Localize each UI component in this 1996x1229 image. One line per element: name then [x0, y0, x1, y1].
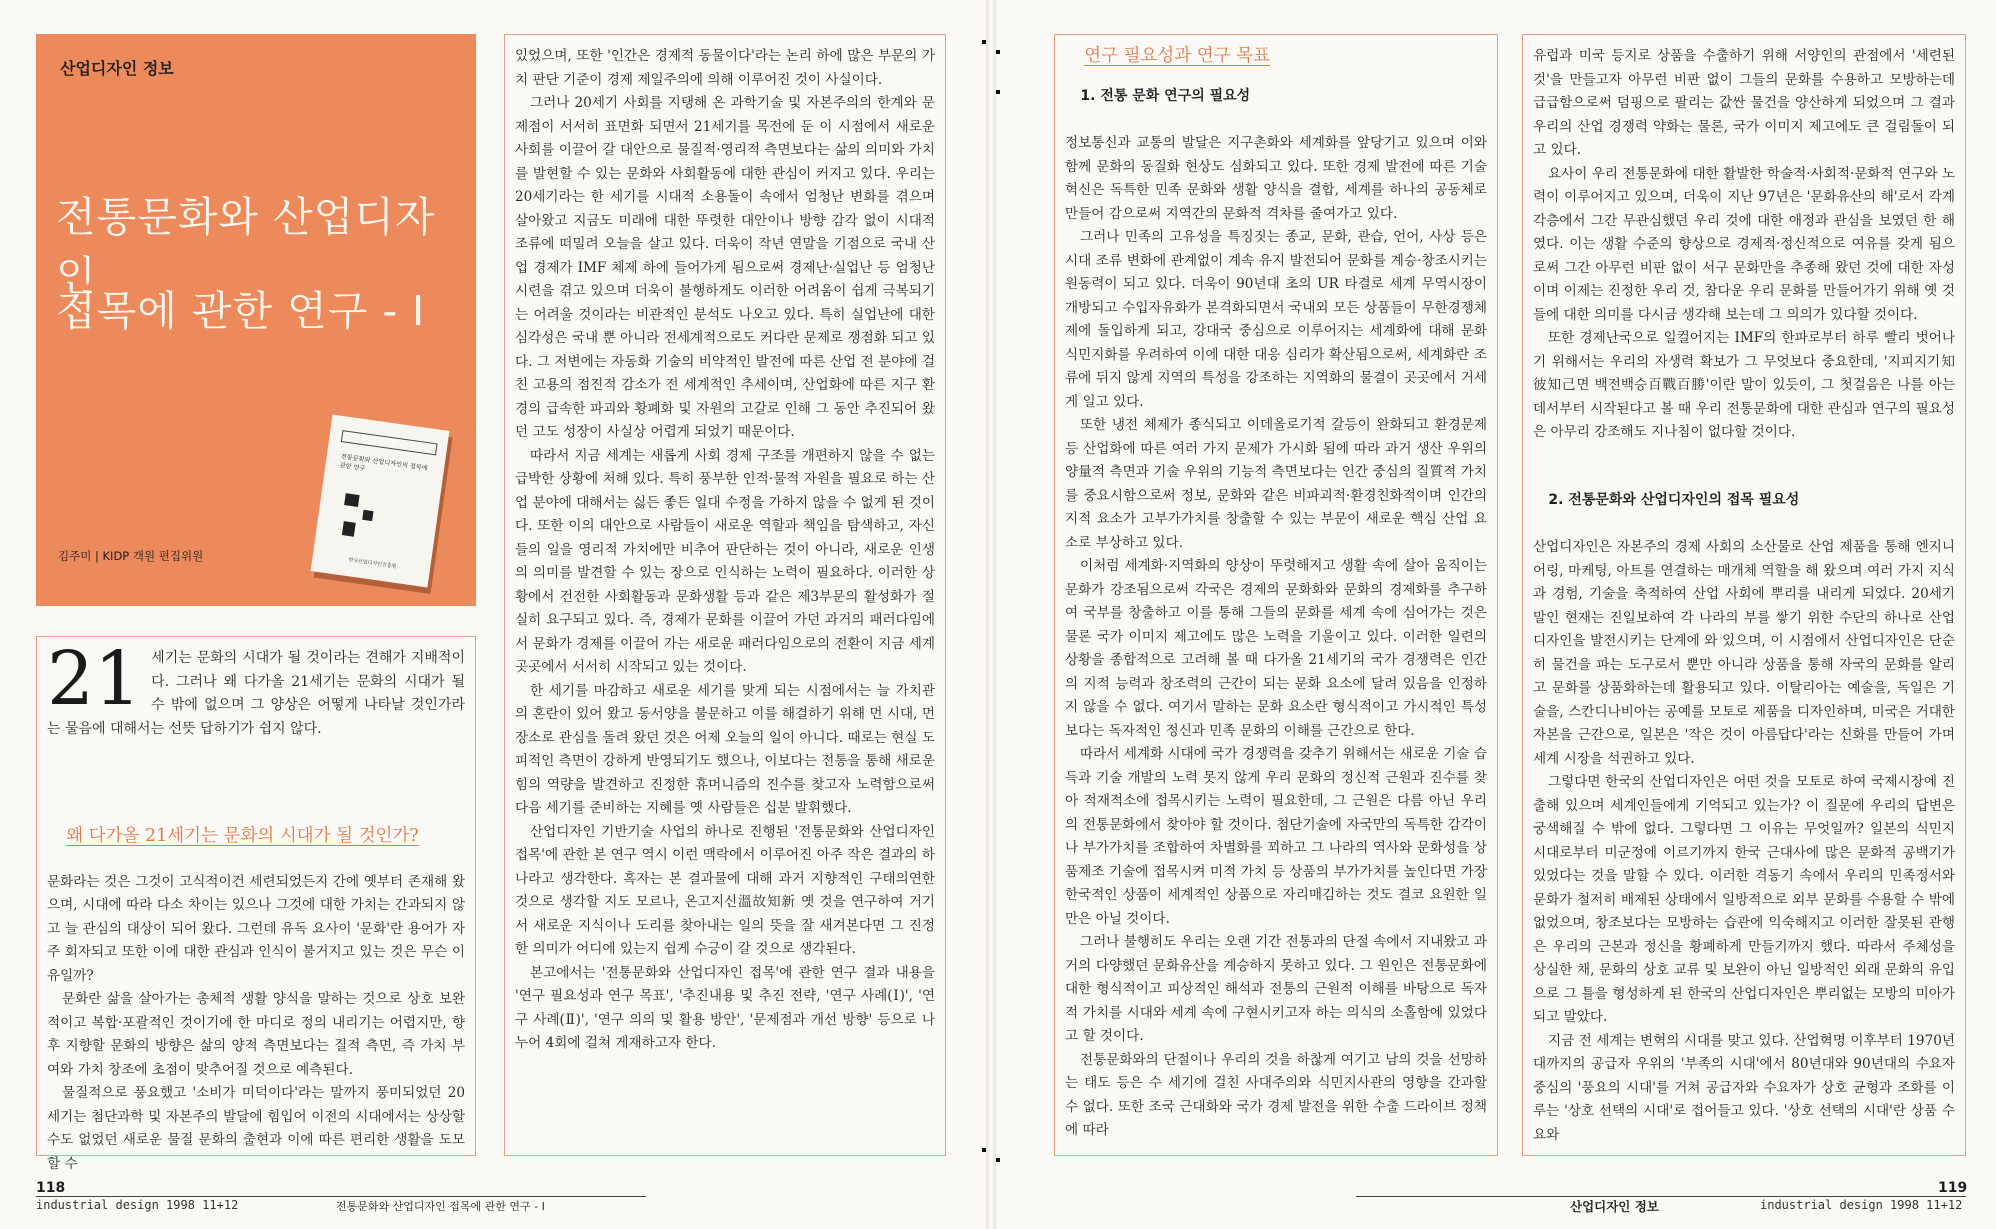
registration-mark: [996, 50, 1000, 54]
intro-text: 세기는 문화의 시대가 될 것이라는 견해가 지배적이다. 그러나 왜 다가올 21세기는 문화의 시대가 될 수 밖에 없으며 그 양상은 어떻게 나타날 것인가라는 물음에 대해서는 선뜻 답하기가 쉽지 않다.: [47, 650, 465, 737]
book-graphic: [362, 510, 373, 521]
body-paragraph: 또한 냉전 체제가 종식되고 이데올로기적 갈등이 완화되고 환경문제 등 산업화에 따른 여러 가지 문제가 가시화 됨에 따라 과거 생산 우위의 양量적 측면과 기술 우위의 기능적 측면보다는 인간 중심의 질質적 가치를 중요시함으로써 정보, 문화와 같은 비파괴적·환경친화적이며 인간의 지적 요소가 고부가가치를 창출할 수 있는 부문이 새로운 핵심 산업 요소로 부상하고 있다.: [1065, 417, 1487, 551]
body-paragraph: 문화란 삶을 살아가는 총체적 생활 양식을 말하는 것으로 상호 보완적이고 복합·포괄적인 것이기에 한 마디로 정의 내리기는 어렵지만, 향후 지향할 문화의 방향은 삶의 양적 측면보다는 질적 측면, 즉 가치 부여와 가치 창조에 초점이 맞추어질 것으로 예측된다.: [47, 991, 465, 1078]
book-band: KIDP: [341, 430, 438, 455]
section-subheading: 왜 다가올 21세기는 문화의 시대가 될 것인가?: [66, 826, 419, 846]
body-paragraph: 본고에서는 '전통문화와 산업디자인 접목'에 관한 연구 결과 내용을 '연구 필요성과 연구 목표', '추진내용 및 추진 전략, '연구 사례(Ⅰ)', '연구 사례(Ⅱ)', '연구 의의 및 활용 방안', '문제점과 개선 방향' 등으로 나누어 4회에 걸쳐 게재하고자 한다.: [515, 964, 935, 1051]
column-2: [504, 34, 946, 1156]
book-graphic: [342, 521, 356, 537]
body-paragraph: 유럽과 미국 등지로 상품을 수출하기 위해 서양인의 관점에서 '세련된 것'을 만들고자 아무런 비판 없이 그들의 문화를 수용하고 모방하는데 급급함으로써 덤핑으로 팔리는 값싼 물건을 양산하게 되었으며 그 결과 우리의 산업 경쟁력 약화는 물론, 국가 이미지 제고에도 큰 걸림돌이 되고 있다.: [1533, 48, 1955, 158]
series-label: 산업디자인 정보: [60, 59, 174, 78]
intro-paragraph: [47, 636, 465, 741]
book-publisher: 한국산업디자인진흥원: [348, 557, 397, 570]
book-cover-image: [311, 415, 450, 588]
body-paragraph: 그러나 불행히도 우리는 오랜 기간 전통과의 단절 속에서 지내왔고 과거의 다양했던 문화유산을 계승하지 못하고 있다. 그 원인은 전통문화에 대한 형식적이고 피상적인 해석과 전통의 근원적 이해를 바탕으로 독자적 가치를 시대와 세계 속에 구현시키고자 하는 의식의 소홀함에 있었다고 할 것이다.: [1065, 934, 1487, 1044]
footer-magazine: industrial design 1998 11+12: [36, 1198, 239, 1212]
body-paragraph: 산업디자인 기반기술 사업의 하나로 진행된 '전통문화와 산업디자인 접목'에 관한 본 연구 역시 이런 맥락에서 이루어진 아주 작은 결과의 하나라고 생각한다. 혹자는 본 결과물에 대해 과거 지향적인 구태의연한 것으로 생각할 지도 모르나, 온고지신溫故知新 옛 것을 연구하여 거기서 새로운 지식이나 도리를 찾아내는 일의 뜻을 잘 새겨본다면 그 진정한 의미가 어디에 있는지 쉽게 수긍이 갈 것으로 생각된다.: [515, 823, 935, 957]
footer-rule: [1356, 1196, 1966, 1197]
body-paragraph: 이처럼 세계화·지역화의 양상이 뚜렷해지고 생활 속에 살아 움직이는 문화가 강조됨으로써 각국은 경제의 문화화와 문화의 경제화를 추구하여 국부를 창출하고 이를 통해 그들의 문화를 세계 속에 심어가는 것은 물론 국가 이미지 제고에도 많은 노력을 기울이고 있다. 이러한 일련의 상황을 종합적으로 고려해 볼 때 다가올 21세기의 국가 경쟁력은 인간의 지적 능력과 창조력의 근간이 되는 문화 요소에 달려 있음을 인정하지 않을 수 없다. 여기서 말하는 문화 요소란 형식적이고 가시적인 특성보다는 독자적인 정신과 민족 문화의 이해를 근간으로 한다.: [1065, 558, 1487, 739]
footer-magazine: industrial design 1998 11+12: [1760, 1198, 1963, 1212]
registration-mark: [996, 1158, 1000, 1162]
body-paragraph: 따라서 세계화 시대에 국가 경쟁력을 갖추기 위해서는 새로운 기술 습득과 기술 개발의 노력 못지 않게 우리 문화의 정신적 근원과 진수를 찾아 적재적소에 접목시키는 노력이 필요한데, 그 근원은 다름 아닌 우리의 전통문화에서 찾아야 할 것이다. 첨단기술에 자국만의 독특한 감각이나 부가가치를 조합하여 차별화를 꾀하고 그 나라의 역사와 문화성을 상품제조 기술에 접목시켜 미적 가치 등 상품의 부가가치를 높인다면 가장 한국적인 상품이 세계적인 상품으로 자리매김하는 것도 결코 요원한 일만은 아닐 것이다.: [1065, 746, 1487, 927]
body-paragraph: 지금 전 세계는 변혁의 시대를 맞고 있다. 산업혁명 이후부터 1970년대까지의 공급자 우위의 '부족의 시대'에서 80년대와 90년대의 수요자 중심의 '풍요의 시대'를 거쳐 공급자와 수요자가 상호 균형과 조화를 이루는 '상호 선택의 시대'로 접어들고 있다. '상호 선택의 시대'란 상품 수요와: [1533, 1032, 1955, 1143]
heading-1: 1. 전통 문화 연구의 필요성: [1080, 87, 1251, 104]
body-paragraph: 있었으며, 또한 '인간은 경제적 동물이다'라는 논리 하에 많은 부문의 가치 판단 기준이 경제 제일주의에 의해 이루어진 것이 사실이다.: [515, 48, 935, 88]
body-paragraph: 전통문화와의 단절이나 우리의 것을 하찮게 여기고 남의 것을 선망하는 태도 등은 수 세기에 걸친 사대주의와 식민지사관의 영향을 간과할 수 없다. 또한 조국 근대화와 국가 경제 발전을 위한 수출 드라이브 정책에 따라: [1065, 1051, 1487, 1138]
body-paragraph: 그러나 20세기 사회를 지탱해 온 과학기술 및 자본주의의 한계와 문제점이 서서히 표면화 되면서 21세기를 목전에 둔 이 시점에서 새로운 사회를 이끌어 갈 대안으로 물질적·영리적 측면보다는 삶의 의미와 가치를 발현할 수 있는 문화와 사회활동에 대한 관심이 커지고 있다. 우리는 20세기라는 한 세기를 시대적 소용돌이 속에서 엄청난 변화를 겪으며 살아왔고 지금도 미래에 대한 뚜렷한 대안이나 방향 감각 없이 시대적 조류에 떠밀려 오늘을 살고 있다. 더욱이 작년 연말을 기점으로 국내 산업 경제가 IMF 체제 하에 들어가게 됨으로써 경제난·실업난 등 엄청난 시련을 겪고 있으며 더욱이 불행하게도 이러한 어려움이 쉽게 극복되기는 어려울 것이라는 비관적인 분석도 나오고 있다. 특히 실업난에 대한 심각성은 국내 뿐 아니라 전세계적으로도 커다란 문제로 쟁점화 되고 있다. 그 저변에는 자동화 기술의 비약적인 발전에 따른 산업 전 분야에 걸친 고용의 점진적 감소가 전 세계적인 추세이며, 산업화에 따른 지구 환경의 급속한 파괴와 황폐화 및 자원의 고갈로 인해 그 동안 추진되어 왔던 고도 성장이 사실상 어렵게 되었기 때문이다.: [515, 95, 935, 440]
body-paragraph: 요사이 우리 전통문화에 대한 활발한 학술적·사회적·문화적 연구와 노력이 이루어지고 있으며, 더욱이 지난 97년은 '문화유산의 해'로서 각계 각층에서 그간 무관심했던 우리 것에 대한 애정과 관심을 보였던 한 해였다. 이는 생활 수준의 향상으로 경제적·정신적으로 여유를 갖게 됨으로써 그간 아무런 비판 없이 서구 문화만을 추종해 왔던 것에 대한 자성이며 이제는 진정한 우리 것, 참다운 우리 문화를 만들어가기 위해 옛 것들에 대한 의미를 다시금 생각해 보는데 그 의의가 있다할 것이다.: [1533, 165, 1955, 323]
body-paragraph: 물질적으로 풍요했고 '소비가 미덕이다'라는 말까지 풍미되었던 20세기는 첨단과학 및 자본주의 발달에 힘입어 이전의 시대에서는 상상할 수도 없었던 새로운 물질 문화의 출현과 이에 따른 편리한 생활을 도모할 수: [47, 1085, 465, 1172]
section-title: 연구 필요성과 연구 목표: [1084, 46, 1270, 66]
page-number-left: 118: [36, 1180, 66, 1196]
body-paragraph: 따라서 지금 세계는 새롭게 사회 경제 구조를 개편하지 않을 수 없는 급박한 상황에 처해 있다. 특히 풍부한 인적·물적 자원을 필요로 하는 산업 분야에 대해서는 싫든 좋든 일대 수정을 가하지 않을 수 없게 된 것이다. 또한 이의 대안으로 사람들이 새로운 역할과 책임을 탐색하고, 자신들의 일을 영리적 가치에만 비추어 판단하는 것이 아니라, 새로운 인생의 의미를 발견할 수 있는 장으로 인식하는 노력이 필요하다. 이러한 상황에서 건전한 사회활동과 문화생활 등과 같은 제3부문의 활성화가 절실히 요구되고 있다. 즉, 경제가 문화를 이끌어 가던 과거의 패러다임에서 문화가 경제를 이끌어 가는 새로운 패러다임으로의 전환이 지금 세계 곳곳에서 서서히 시작되고 있는 것이다.: [515, 447, 935, 675]
column-3: [1054, 34, 1498, 1156]
page-gutter: [986, 0, 996, 1229]
drop-cap: 21: [47, 636, 142, 722]
footer-rule: [36, 1196, 646, 1197]
column-1: [36, 636, 476, 1172]
author-credit: 김주미 | KIDP 객원 편집위원: [58, 549, 204, 563]
article-title-line2: 접목에 관한 연구 - Ⅰ: [56, 287, 426, 335]
heading-2: 2. 전통문화와 산업디자인의 접목 필요성: [1548, 491, 1800, 508]
body-paragraph: 그렇다면 한국의 산업디자인은 어떤 것을 모토로 하여 국제시장에 진출해 있으며 세계인들에게 기억되고 있는가? 이 질문에 우리의 답변은 궁색해질 수 밖에 없다. 그렇다면 그 이유는 무엇일까? 일본의 식민지 시대로부터 미군정에 이르기까지 한국 근대사에 많은 문화적 공백기가 있었다는 것을 말할 수 있다. 이러한 격동기 속에서 우리의 민족정서와 문화가 철저히 배제된 상태에서 일방적으로 외부 문화를 수용할 수 밖에 없었으며, 창조보다는 모방하는 습관에 익숙해지고 이러한 잘못된 관행은 우리의 근본과 정신을 황폐하게 만들기까지 했다. 따라서 주체성을 상실한 채, 문화의 상호 교류 및 보완이 아닌 일방적인 외래 문화의 유입으로 그 틀을 형성하게 된 한국의 산업디자인은 뿌리없는 모방의 미아가 되고 말았다.: [1533, 774, 1955, 1025]
body-paragraph: 한 세기를 마감하고 새로운 세기를 맞게 되는 시점에서는 늘 가치관의 혼란이 있어 왔고 동서양을 불문하고 이를 해결하기 위해 먼 시대, 먼 장소로 관심을 돌려 왔던 것은 어제 오늘의 일이 아니다. 때로는 현실 도피적인 측면이 강하게 반영되기도 했으나, 이보다는 전통을 통해 새로운 힘의 역량을 발견하고 진정한 휴머니즘의 진수를 찾고자 노력함으로써 다음 세기를 준비하는 지혜를 옛 사람들은 십분 발휘했다.: [515, 682, 935, 816]
book-title: 전통문화와 산업디자인의 접목에 관한 연구: [339, 453, 429, 473]
body-paragraph: 또한 경제난국으로 일컬어지는 IMF의 한파로부터 하루 빨리 벗어나기 위해서는 우리의 자생력 확보가 그 무엇보다 중요한데, '지피지기知彼知己면 백전백승百戰百勝'이란 말이 있듯이, 그 첫걸음은 나를 아는 데서부터 시작된다고 볼 때 우리 전통문화에 대한 관심과 연구의 필요성은 아무리 강조해도 지나침이 없다할 것이다.: [1533, 330, 1955, 440]
body-paragraph: 산업디자인은 자본주의 경제 사회의 소산물로 산업 제품을 통해 엔지니어링, 마케팅, 아트를 연결하는 매개체 역할을 해 왔으며 여러 가지 지식과 경험, 기술을 축적하여 산업 사회에 뿌리를 내리게 되었다. 20세기 말인 현재는 진일보하여 각 나라의 부를 쌓기 위한 수단의 하나로 산업디자인을 발전시키는 단계에 와 있으며, 이 시점에서 산업디자인은 단순히 물건을 파는 도구로서 뿐만 아니라 상품을 통해 자국의 문화를 알리고 문화를 상품화하는데 활용되고 있다. 이탈리아는 예술을, 독일은 기술을, 스칸디나비아는 공예를 모토로 제품을 디자인하며, 미국은 거대한 자본을 근간으로, 일본은 '작은 것이 아름답다'라는 신화를 만들어 가며 세계 시장을 석권하고 있다.: [1533, 539, 1955, 767]
footer-article-title: 전통문화와 산업디자인 접목에 관한 연구 - Ⅰ: [336, 1200, 545, 1213]
registration-mark: [996, 90, 1000, 94]
body-paragraph: 그러나 민족의 고유성을 특징짓는 종교, 문화, 관습, 언어, 사상 등은 시대 조류 변화에 관계없이 계속 유지 발전되어 문화를 계승·창조시키는 원동력이 되고 있다. 더욱이 90년대 초의 UR 타결로 세계 무역시장이 개방되고 수입자유화가 본격화되면서 국내외 모든 상품들이 무한경쟁체제에 돌입하게 되고, 강대국 중심으로 이루어지는 세계화에 대해 문화 식민지화를 우려하여 이에 대한 대응 심리가 확산됨으로써, 세계화란 조류에 뒤지 않게 지역의 특성을 강조하는 지역화의 물결이 곳곳에서 거세게 일고 있다.: [1065, 229, 1487, 410]
title-block: [36, 34, 476, 606]
article-title-line1: 전통문화와 산업디자인: [56, 193, 436, 300]
registration-mark: [982, 40, 986, 44]
column-4: [1522, 34, 1966, 1156]
page-number-right: 119: [1938, 1180, 1968, 1196]
body-paragraph: 정보통신과 교통의 발달은 지구촌화와 세계화를 앞당기고 있으며 이와 함께 문화의 동질화 현상도 심화되고 있다. 또한 경제 발전에 따른 기술혁신은 독특한 민족 문화와 생활 양식을 결합, 세계를 하나의 공동체로 만들어 감으로써 지역간의 문화적 격차를 줄여가고 있다.: [1065, 135, 1487, 222]
registration-mark: [982, 1148, 986, 1152]
book-graphic: [344, 493, 360, 507]
footer-section-label: 산업디자인 정보: [1570, 1199, 1659, 1214]
body-paragraph: 문화라는 것은 그것이 고식적이건 세련되었든지 간에 옛부터 존재해 왔으며, 시대에 따라 다소 차이는 있으나 그것에 대한 가치는 간과되지 않고 늘 관심의 대상이 되어 왔다. 그런데 유독 요사이 '문화'란 용어가 자주 회자되고 또한 이에 대한 관심과 인식이 불거지고 있는 것은 무슨 이유일까?: [47, 873, 465, 984]
